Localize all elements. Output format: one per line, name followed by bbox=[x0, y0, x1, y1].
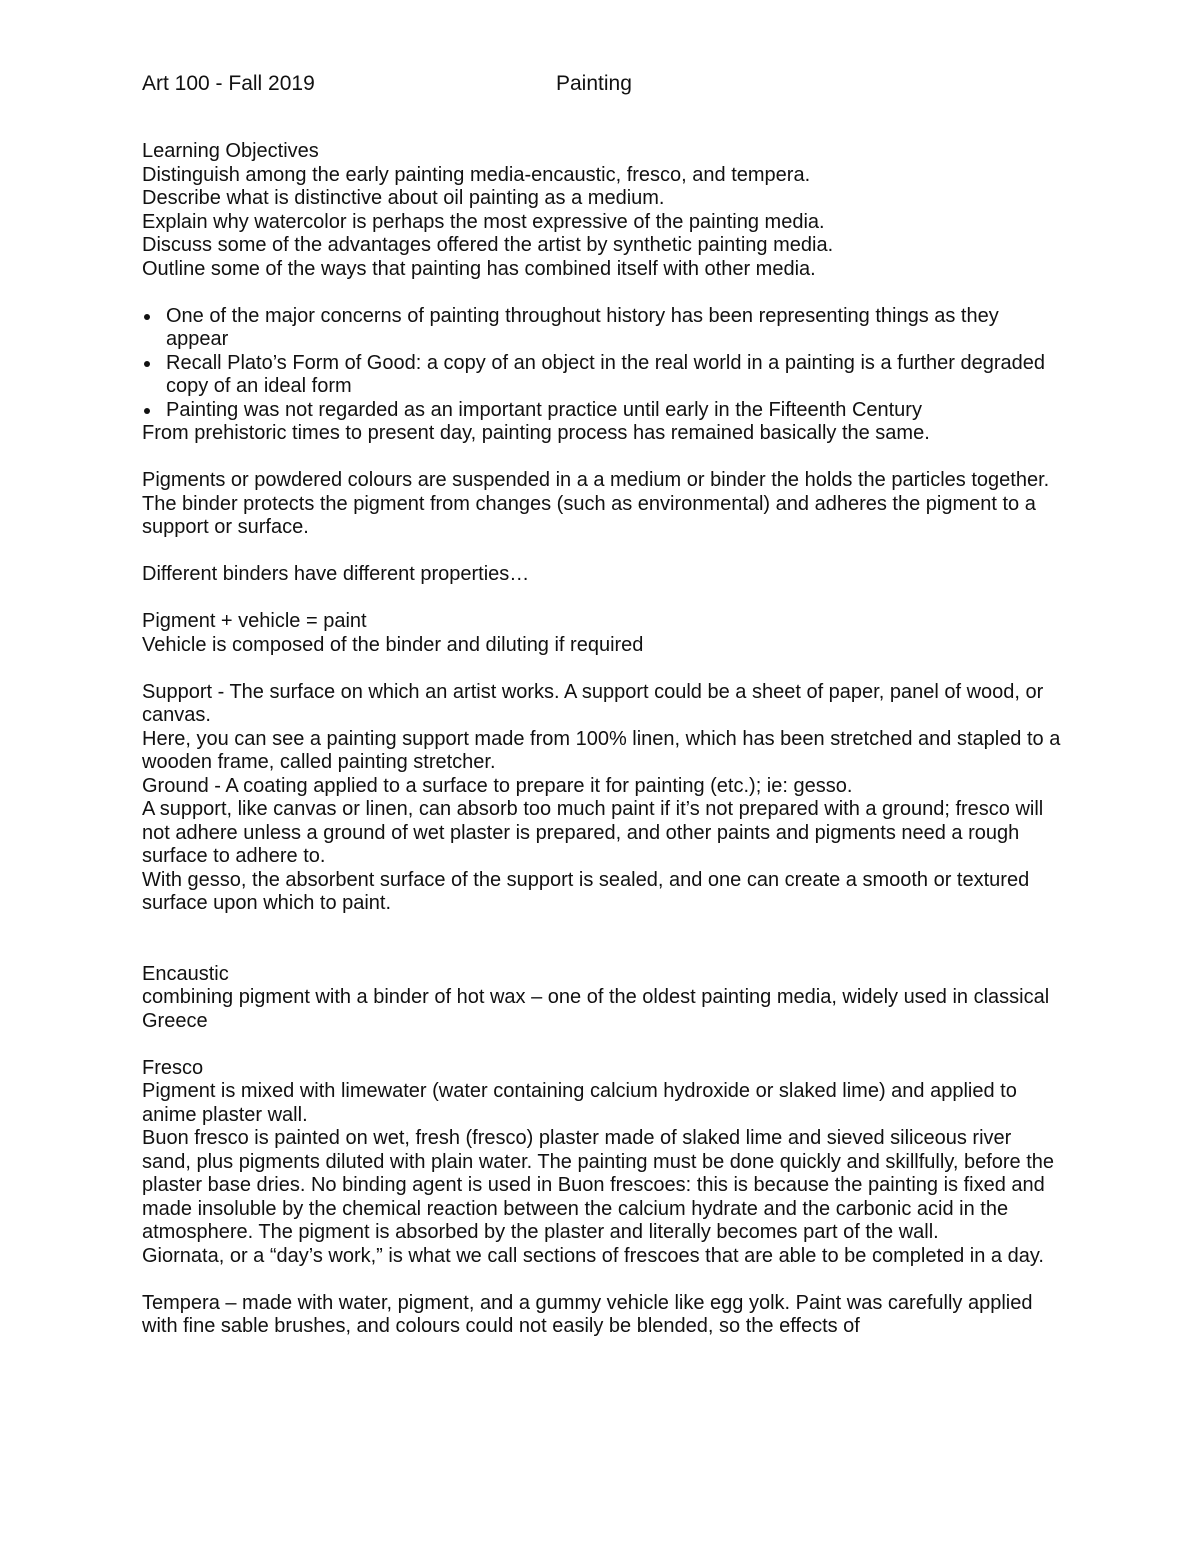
objective-item: Discuss some of the advantages offered the artist by synthetic painting media. bbox=[142, 234, 834, 256]
bullet-item bbox=[142, 305, 1062, 352]
learning-objectives bbox=[142, 140, 1062, 281]
objectives-heading: Learning Objectives bbox=[142, 140, 319, 162]
vehicle-note: Vehicle is composed of the binder and diluting if required bbox=[142, 633, 644, 656]
pigments-paragraph: Pigments or powdered colours are suspended in a a medium or binder the holds the particles together. The binder protects the pigment from changes (such as environmental) and adheres the pigment to a support or surface. bbox=[142, 469, 1050, 538]
support-definition: Support - The surface on which an artist works. A support could be a sheet of paper, panel of wood, or canvas. bbox=[142, 680, 1044, 726]
gesso-note: With gesso, the absorbent surface of the support is sealed, and one can create a smooth or textured surface upon which to paint. bbox=[142, 868, 1030, 914]
process-paragraph: From prehistoric times to present day, painting process has remained basically the same. bbox=[142, 422, 930, 444]
bullet-dot-icon bbox=[144, 408, 150, 414]
tempera-paragraph: Tempera – made with water, pigment, and a gummy vehicle like egg yolk. Paint was carefully applied with fine sable brushes, and colours could not easily be blended, so the effects of bbox=[142, 1291, 1033, 1337]
support-example: Here, you can see a painting support made from 100% linen, which has been stretched and stapled to a wooden frame, called painting stretcher. bbox=[142, 727, 1061, 773]
buon-fresco-text: Buon fresco is painted on wet, fresh (fresco) plaster made of slaked lime and sieved siliceous river sand, plus pigments diluted with plain water. The painting must be done quickly and skillfully, before the plaster base dries. No binding agent is used in Buon frescoes: this is because the painting is fixed and made insoluble by the chemical reaction between the calcium hydrate and the carbonic acid in the atmosphere. The pigment is absorbed by the plaster and literally becomes part of the wall. bbox=[142, 1127, 1055, 1243]
encaustic-text: combining pigment with a binder of hot wax – one of the oldest painting media, widely used in classical Greece bbox=[142, 986, 1050, 1032]
fresco-section bbox=[142, 1057, 1062, 1269]
ground-absorb-note: A support, like canvas or linen, can absorb too much paint if it’s not prepared with a ground; fresco will not adhere unless a ground of wet plaster is prepared, and other paints and pigments need a rough surface to adhere to. bbox=[142, 798, 1044, 867]
fresco-heading: Fresco bbox=[142, 1056, 204, 1079]
bullet-item bbox=[142, 399, 1062, 423]
objective-item: Explain why watercolor is perhaps the most expressive of the painting media. bbox=[142, 210, 825, 233]
binders-paragraph: Different binders have different properties… bbox=[142, 563, 530, 585]
bullet-text: One of the major concerns of painting throughout history has been representing things as they appear bbox=[166, 304, 999, 350]
paint-formula: Pigment + vehicle = paint bbox=[142, 610, 367, 632]
encaustic-heading: Encaustic bbox=[142, 962, 229, 985]
bullet-dot-icon bbox=[144, 314, 150, 320]
giornata-text: Giornata, or a “day’s work,” is what we call sections of frescoes that are able to be completed in a day. bbox=[142, 1244, 1044, 1267]
objective-item: Distinguish among the early painting media-encaustic, fresco, and tempera. bbox=[142, 163, 811, 186]
ground-definition: Ground - A coating applied to a surface to prepare it for painting (etc.); ie: gesso. bbox=[142, 774, 853, 797]
fresco-text: Pigment is mixed with limewater (water containing calcium hydroxide or slaked lime) and applied to anime plaster wall. bbox=[142, 1080, 1017, 1126]
topic-title: Painting bbox=[556, 72, 632, 95]
bullet-dot-icon bbox=[144, 361, 150, 367]
bullet-text: Recall Plato’s Form of Good: a copy of an object in the real world in a painting is a further degraded copy of an ideal form bbox=[166, 351, 1046, 397]
bullet-item bbox=[142, 352, 1062, 399]
encaustic-section bbox=[142, 963, 1062, 1034]
page-header bbox=[142, 70, 1062, 100]
bullet-list bbox=[142, 305, 1062, 423]
support-section bbox=[142, 681, 1062, 916]
objective-item: Outline some of the ways that painting has combined itself with other media. bbox=[142, 257, 816, 280]
document-page bbox=[142, 70, 1062, 1339]
course-title: Art 100 - Fall 2019 bbox=[142, 72, 315, 95]
objective-item: Describe what is distinctive about oil painting as a medium. bbox=[142, 187, 665, 209]
bullet-text: Painting was not regarded as an important practice until early in the Fifteenth Century bbox=[166, 398, 922, 421]
